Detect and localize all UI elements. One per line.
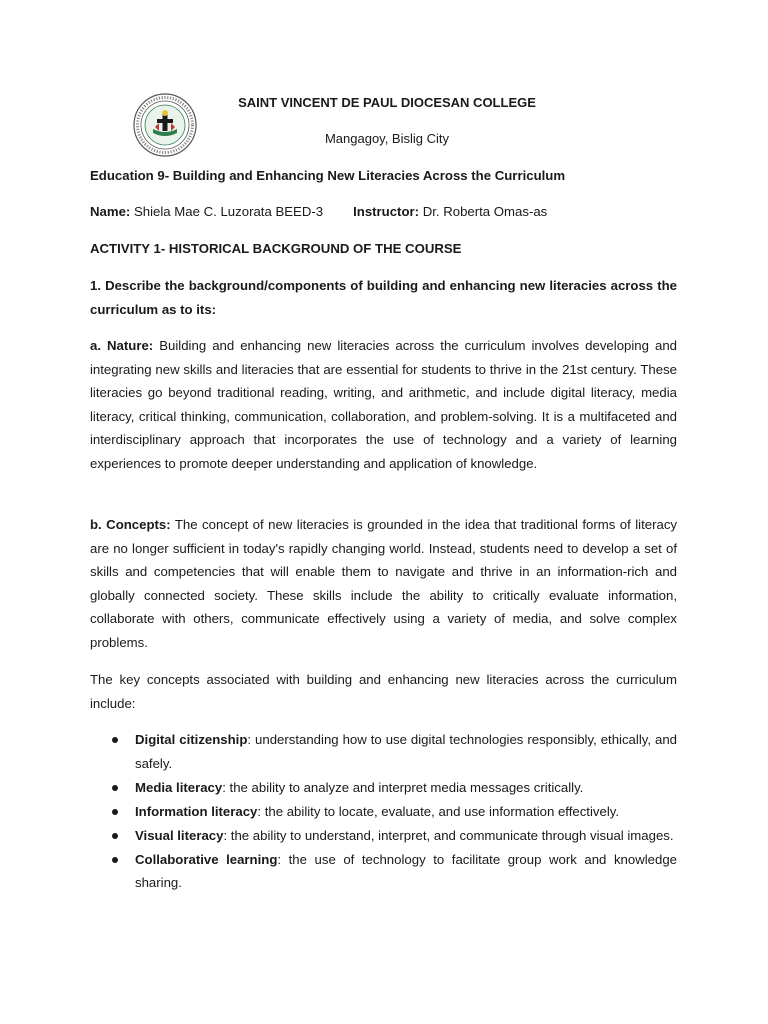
instructor-label: Instructor: [353,204,420,219]
name-label: Name: [90,204,131,219]
list-item [90,848,677,895]
bullet-desc: : understanding how to use digital technologies responsibly, ethically, and safely. [135,732,677,771]
student-name: Shiela Mae C. Luzorata BEED-3 [130,204,324,219]
bullet-term: Visual literacy [135,827,224,843]
nature-text: Building and enhancing new literacies across the curriculum involves developing and integrating new skills and literacies that are essential for students to thrive in the 21st century. These literacies go beyond traditional reading, writing, and arithmetic, and include digital literacy, media literacy, critical thinking, communication, collaboration, and problem-solving. It is a multifaceted and interdisciplinary approach that incorporates the use of technology and a variety of learning experiences to promote deeper understanding and application of knowledge. [90,338,677,471]
bullet-term: Collaborative learning [135,851,278,867]
bullet-term: Digital citizenship [135,732,248,747]
concepts-paragraph [90,513,677,655]
college-address: Mangagoy, Bislig City [324,131,450,146]
name-instructor-row [90,204,547,219]
activity-title: ACTIVITY 1- HISTORICAL BACKGROUND OF THE COURSE [90,241,462,256]
list-item [90,800,677,824]
key-concepts-list [90,728,677,895]
nature-paragraph [90,334,677,476]
bullet-term: Information literacy [135,803,258,819]
nature-label: a. Nature: [90,338,154,353]
bullet-desc: : the use of technology to facilitate group work and knowledge sharing. [135,851,677,891]
list-item [90,728,677,775]
list-item [90,824,677,848]
bullet-desc: : the ability to locate, evaluate, and use information effectively. [257,803,620,819]
concepts-text: The concept of new literacies is grounded in the idea that traditional forms of literacy are no longer sufficient in today's rapidly changing world. Instead, students need to develop a set of skills and competencies that will enable them to navigate and thrive in an information-rich and globally connected society. These skills include the ability to critically evaluate information, collaborate with others, communicate effectively using a variety of media, and solve complex problems. [90,517,678,650]
bullet-desc: : the ability to understand, interpret, and communicate through visual images. [223,827,674,843]
concepts-label: b. Concepts: [90,517,171,532]
course-title: Education 9- Building and Enhancing New Literacies Across the Curriculum [90,168,566,183]
bullet-icon [112,737,118,743]
key-concepts-intro: The key concepts associated with building and enhancing new literacies across the curriculum include: [90,672,677,711]
college-name: SAINT VINCENT DE PAUL DIOCESAN COLLEGE [238,95,536,110]
instructor-name: Dr. Roberta Omas-as [419,204,548,219]
bullet-icon [112,857,118,863]
question-1: 1. Describe the background/components of building and enhancing new literacies across the curriculum as to its: [90,278,677,317]
bullet-term: Media literacy [135,779,223,795]
bullet-desc: : the ability to analyze and interpret media messages critically. [222,779,584,795]
list-item [90,776,677,800]
bullet-icon [112,833,118,839]
bullet-icon [112,809,118,815]
bullet-icon [112,785,118,791]
